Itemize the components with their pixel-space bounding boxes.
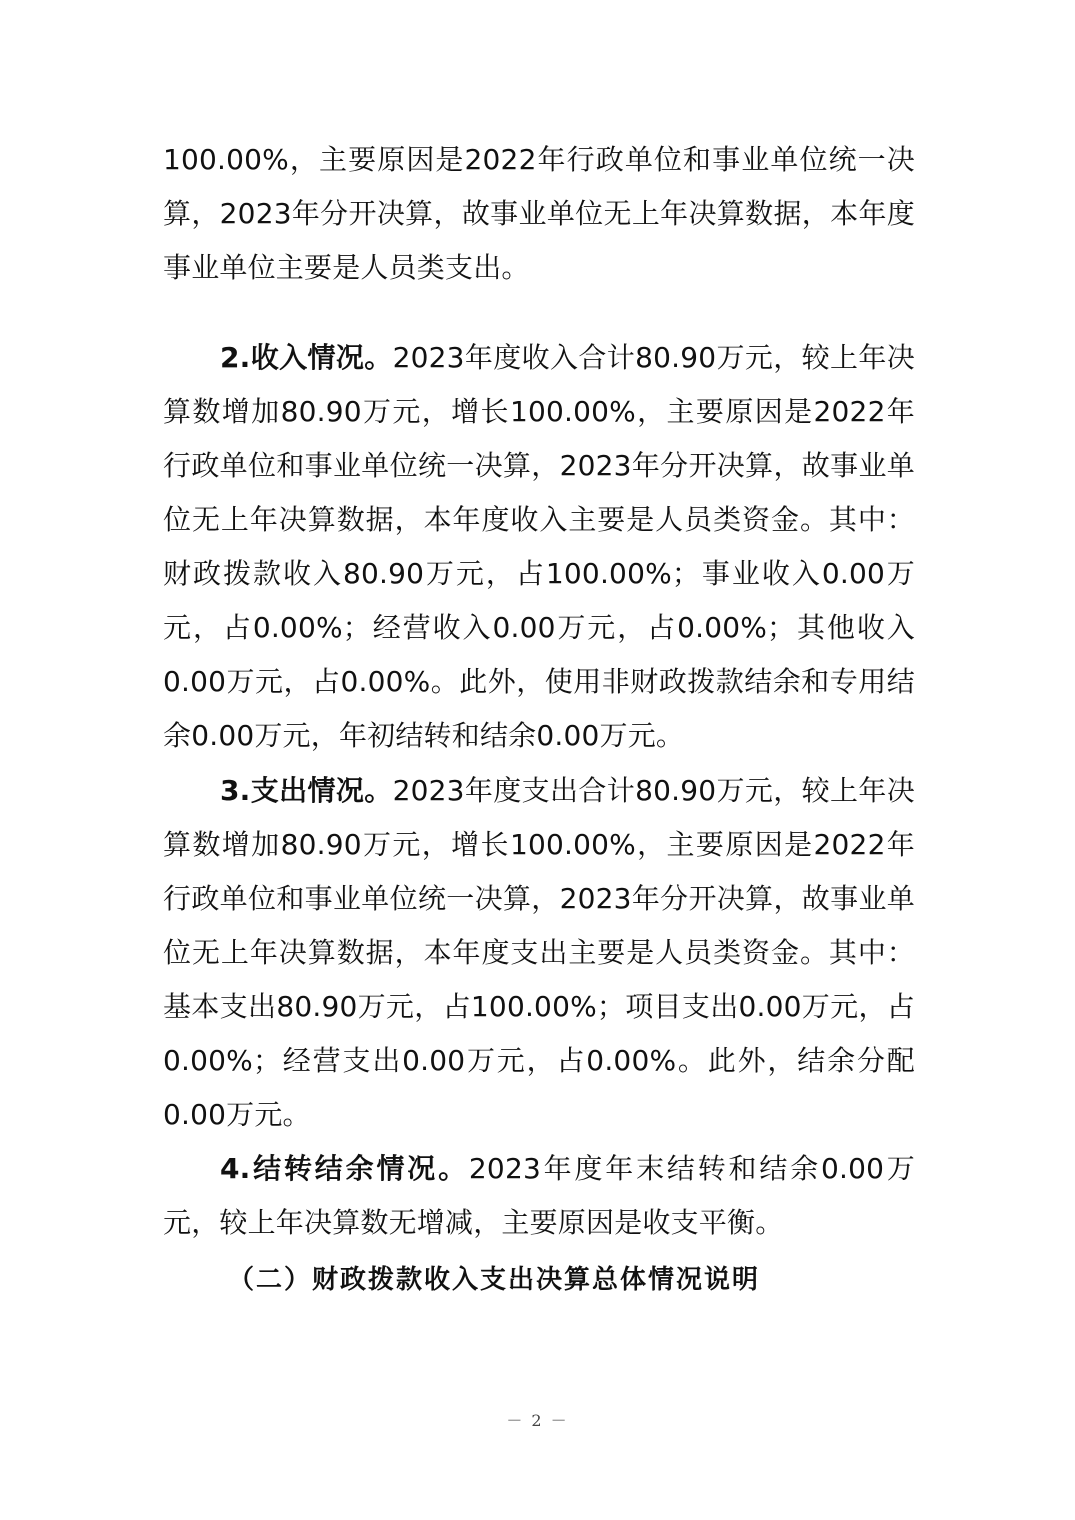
section-heading: （二）财政拨款收入支出决算总体情况说明 bbox=[228, 1265, 761, 1295]
balance-paragraph bbox=[163, 1142, 915, 1250]
balance-heading: 4.结转结余情况。 bbox=[220, 1152, 469, 1185]
balance-text: 2023年度年末结转和结余0.00万元，较上年决算数无增减，主要原因是收支平衡。 bbox=[163, 1152, 915, 1239]
continuation-text: 100.00%，主要原因是2022年行政单位和事业单位统一决算，2023年分开决算，故事业单位无上年决算数据，本年度事业单位主要是人员类支出。 bbox=[163, 143, 915, 284]
expense-paragraph bbox=[163, 764, 915, 1142]
expense-heading: 3.支出情况。 bbox=[220, 774, 393, 807]
income-paragraph bbox=[163, 331, 915, 763]
page-number: － 2 － bbox=[506, 1411, 569, 1430]
expense-text: 2023年度支出合计80.90万元，较上年决算数增加80.90万元，增长100.00%，主要原因是2022年行政单位和事业单位统一决算，2023年分开决算，故事业单位无上年决算数据，本年度支出主要是人员类资金。其中：基本支出80.90万元，占100.00%；项目支出0.00万元，占0.00%；经营支出0.00万元，占0.00%。此外，结余分配0.00万元。 bbox=[163, 774, 915, 1131]
income-text: 2023年度收入合计80.90万元，较上年决算数增加80.90万元，增长100.00%，主要原因是2022年行政单位和事业单位统一决算，2023年分开决算，故事业单位无上年决算数据，本年度收入主要是人员类资金。其中：财政拨款收入80.90万元，占100.00%；事业收入0.00万元，占0.00%；经营收入0.00万元，占0.00%；其他收入0.00万元，占0.00%。此外，使用非财政拨款结余和专用结余0.00万元，年初结转和结余0.00万元。 bbox=[163, 341, 915, 752]
income-heading: 2.收入情况。 bbox=[220, 341, 393, 374]
continuation-paragraph bbox=[163, 133, 915, 295]
